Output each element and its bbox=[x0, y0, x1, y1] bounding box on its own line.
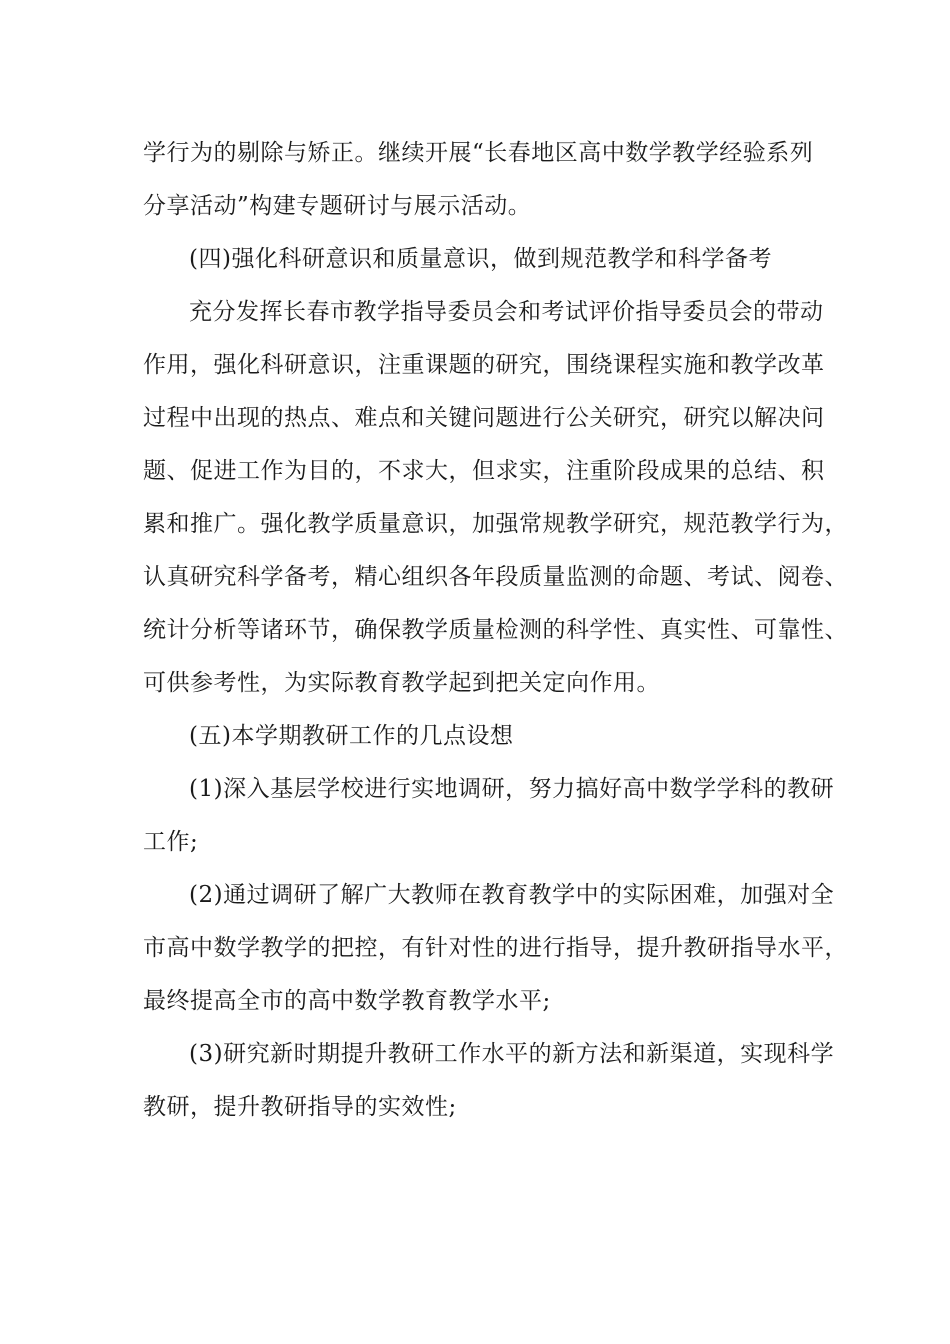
list-item-3-line-2: 教研，提升教研指导的实效性; bbox=[143, 1094, 457, 1120]
paragraph-2-line-1: 充分发挥长春市教学指导委员会和考试评价指导委员会的带动 bbox=[189, 299, 824, 325]
list-item-2-line-2: 市高中数学教学的把控，有针对性的进行指导，提升教研指导水平， bbox=[143, 935, 848, 961]
paragraph-2-line-2: 作用，强化科研意识，注重课题的研究，围绕课程实施和教学改革 bbox=[143, 352, 825, 378]
list-item-1-line-2: 工作; bbox=[143, 829, 199, 855]
list-item-2-line-1: (2)通过调研了解广大教师在教育教学中的实际困难，加强对全 bbox=[189, 882, 835, 908]
list-item-1-line-1: (1)深入基层学校进行实地调研，努力搞好高中数学学科的教研 bbox=[189, 776, 835, 802]
paragraph-1-line-1: 学行为的剔除与矫正。继续开展“长春地区高中数学教学经验系列 bbox=[143, 140, 814, 166]
paragraph-2-line-5: 累和推广。强化教学质量意识，加强常规教学研究，规范教学行为， bbox=[143, 511, 848, 537]
list-item-2-line-3: 最终提高全市的高中数学教育教学水平; bbox=[143, 988, 551, 1014]
paragraph-2-line-7: 统计分析等诸环节，确保教学质量检测的科学性、真实性、可靠性、 bbox=[143, 617, 848, 643]
paragraph-2-line-4: 题、促进工作为目的，不求大，但求实，注重阶段成果的总结、积 bbox=[143, 458, 825, 484]
paragraph-1-line-2: 分享活动”构建专题研讨与展示活动。 bbox=[143, 193, 532, 219]
paragraph-2-line-3: 过程中出现的热点、难点和关键问题进行公关研究，研究以解决问 bbox=[143, 405, 825, 431]
paragraph-2-line-8: 可供参考性，为实际教育教学起到把关定向作用。 bbox=[143, 670, 660, 696]
list-item-3-line-1: (3)研究新时期提升教研工作水平的新方法和新渠道，实现科学 bbox=[189, 1041, 835, 1067]
section-heading-4: (四)强化科研意识和质量意识，做到规范教学和科学备考 bbox=[189, 246, 772, 272]
paragraph-2-line-6: 认真研究科学备考，精心组织各年段质量监测的命题、考试、阅卷、 bbox=[143, 564, 848, 590]
section-heading-5: (五)本学期教研工作的几点设想 bbox=[189, 723, 514, 749]
